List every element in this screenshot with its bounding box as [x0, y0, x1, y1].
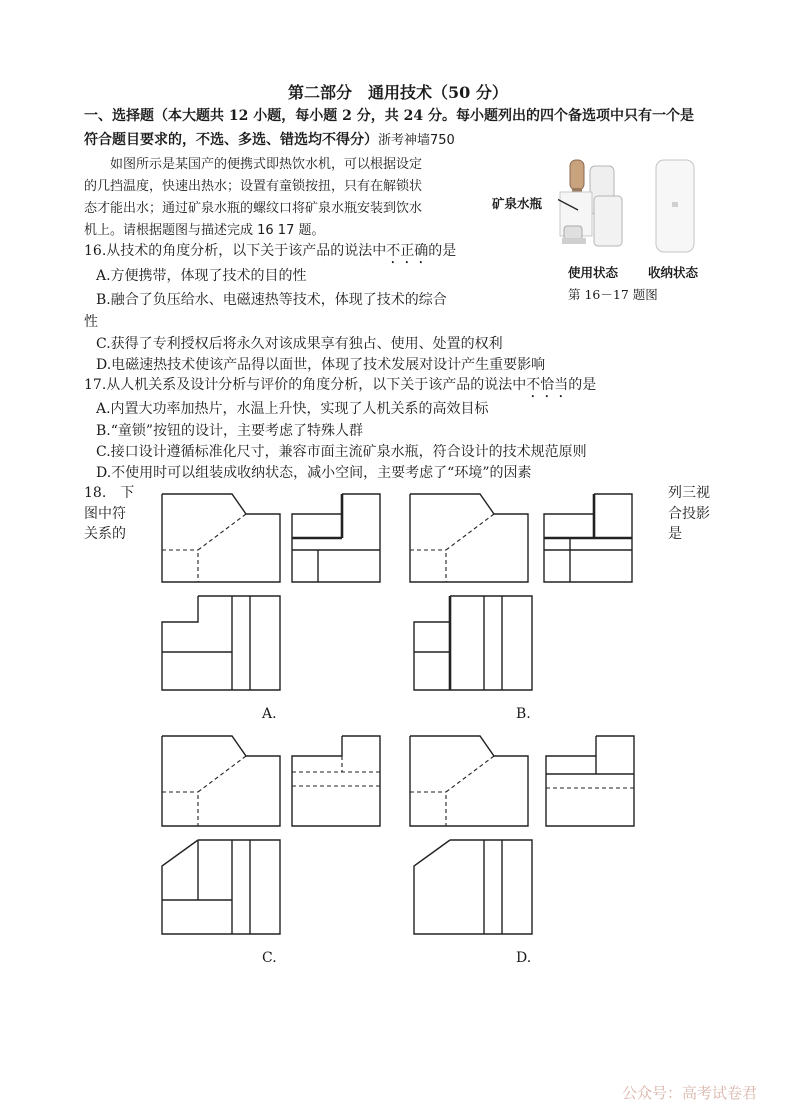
option-a-front-view — [162, 494, 280, 584]
q17-stem-post: 的是 — [568, 377, 597, 393]
q16-option-d: D.电磁速热技术使该产品得以面世，体现了技术发展对设计产生重要影响 — [96, 357, 546, 373]
option-d-label: D. — [516, 950, 532, 966]
option-b-top-view — [414, 596, 532, 692]
q18-stem-left-1: 18. 下 — [84, 485, 135, 501]
intro-line-4: 机上。请根据题图与描述完成 16 17 题。 — [84, 223, 325, 238]
section-header-line2 — [84, 129, 455, 149]
q17-option-d: D.不使用时可以组装成收纳状态，减小空间，主要考虑了“环境”的因素 — [96, 465, 532, 481]
bottle-label: 矿泉水瓶 — [492, 196, 543, 211]
q16-option-a: A.方便携带，体现了技术的目的性 — [96, 268, 307, 284]
product-figure — [558, 152, 728, 260]
section-header-line1: 一、选择题（本大题共 12 小题，每小题 2 分，共 24 分。每小题列出的四个备选项中只有一个是 — [84, 108, 694, 124]
q16-option-b: B.融合了负压给水、电磁速热等技术，体现了技术的综合 — [96, 292, 447, 308]
q18-stem-right-1: 列三视 — [668, 485, 710, 501]
option-a-side-view — [292, 494, 382, 584]
dispenser-use-state — [560, 160, 622, 246]
q17-option-b: B.“童锁”按钮的设计，主要考虑了特殊人群 — [96, 423, 364, 439]
q18-stem-right-3: 是 — [668, 526, 682, 542]
q16-stem-pre: 16.从技术的角度分析，以下关于该产品的说法中 — [84, 243, 387, 259]
option-a-label: A. — [262, 706, 277, 722]
watermark: 公众号：高考试卷君 — [622, 1084, 758, 1102]
q18-stem-left-3: 关系的 — [84, 526, 126, 542]
q16-stem — [84, 240, 456, 267]
section-note: 浙考神墙750 — [378, 133, 455, 148]
option-d-top-view — [414, 840, 532, 936]
option-d-front-view — [410, 736, 528, 828]
q17-stem-emphasis: 不恰当 — [526, 377, 569, 393]
option-c-front-view — [162, 736, 280, 828]
option-a-top-view — [162, 596, 280, 692]
q18-stem-right-2: 合投影 — [668, 506, 710, 522]
dispenser-stored-state — [656, 160, 694, 252]
intro-line-1: 如图所示是某国产的便携式即热饮水机，可以根据设定 — [110, 157, 423, 172]
intro-line-2: 的几挡温度，快速出热水；设置有童锁按扭，只有在解锁状 — [84, 179, 423, 194]
q17-option-c: C.接口设计遵循标准化尺寸，兼容市面主流矿泉水瓶，符合设计的技术规范原则 — [96, 444, 587, 460]
option-b-front-view — [410, 494, 528, 584]
option-c-side-view — [292, 736, 382, 828]
q16-stem-post: 的是 — [428, 243, 457, 259]
option-c-label: C. — [262, 950, 277, 966]
q16-option-c: C.获得了专利授权后将永久对该成果享有独占、使用、处置的权利 — [96, 336, 503, 352]
state-use-label: 使用状态 — [568, 265, 619, 280]
option-c-top-view — [162, 840, 280, 936]
q16-option-b-cont: 性 — [84, 314, 98, 330]
q17-stem — [84, 374, 596, 401]
q16-stem-emphasis: 不正确 — [386, 243, 429, 259]
q18-stem-left-2: 图中符 — [84, 506, 126, 522]
figure-caption: 第 16－17 题图 — [568, 287, 658, 302]
option-d-side-view — [546, 736, 636, 828]
option-b-side-view — [544, 494, 634, 584]
section-header-text: 符合题目要求的，不选、多选、错选均不得分） — [84, 132, 378, 148]
q17-stem-pre: 17.从人机关系及设计分析与评价的角度分析，以下关于该产品的说法中 — [84, 377, 527, 393]
part-title: 第二部分 通用技术（50 分） — [288, 83, 508, 102]
option-b-label: B. — [516, 706, 531, 722]
intro-line-3: 态才能出水；通过矿泉水瓶的螺纹口将矿泉水瓶安装到饮水 — [84, 201, 423, 216]
q17-option-a: A.内置大功率加热片，水温上升快，实现了人机关系的高效目标 — [96, 401, 489, 417]
state-stored-label: 收纳状态 — [648, 265, 699, 280]
